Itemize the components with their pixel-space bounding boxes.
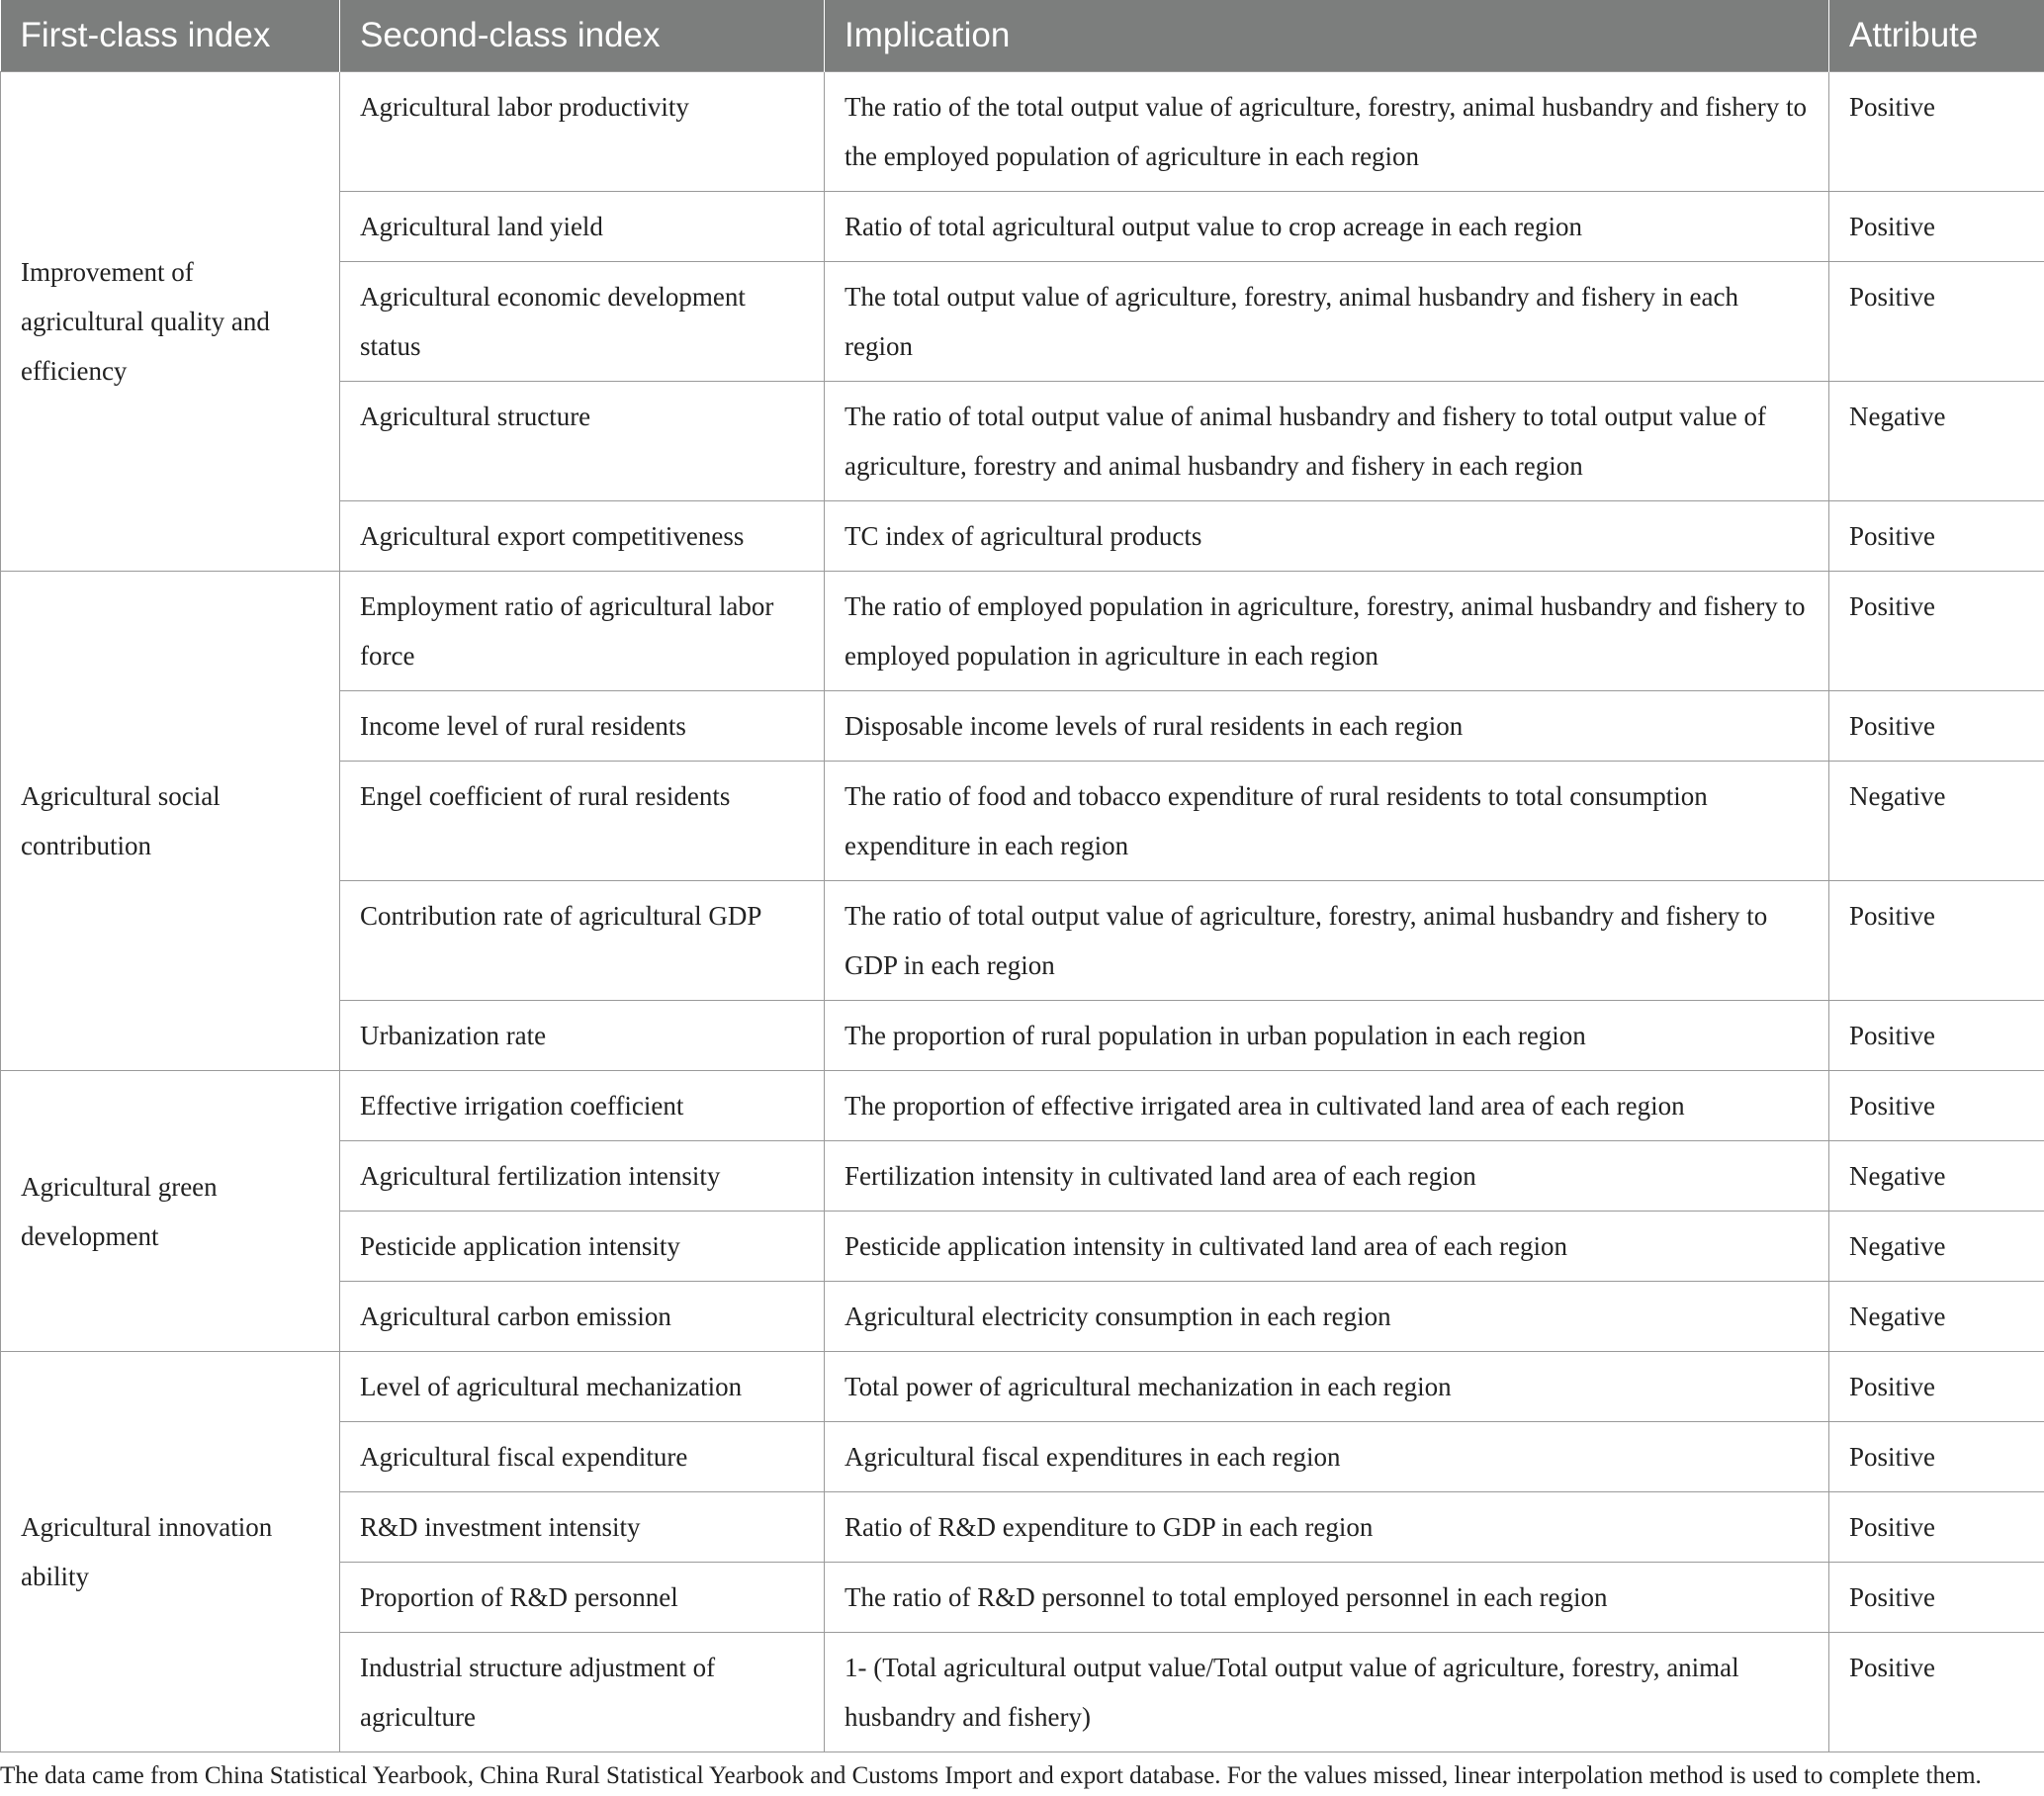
first-class-index-cell: Agricultural innovation ability [1, 1352, 340, 1752]
second-class-index-cell: Agricultural economic development status [340, 262, 825, 382]
second-class-index-cell: Urbanization rate [340, 1001, 825, 1071]
implication-cell: Total power of agricultural mechanization in each region [825, 1352, 1829, 1422]
second-class-index-cell: Agricultural fertilization intensity [340, 1141, 825, 1212]
attribute-cell: Positive [1829, 1001, 2044, 1071]
implication-cell: 1- (Total agricultural output value/Total output value of agriculture, forestry, animal husbandry and fishery) [825, 1633, 1829, 1752]
second-class-index-cell: Agricultural carbon emission [340, 1282, 825, 1352]
second-class-index-cell: Employment ratio of agricultural labor force [340, 572, 825, 691]
attribute-cell: Positive [1829, 501, 2044, 572]
implication-cell: Pesticide application intensity in cultivated land area of each region [825, 1212, 1829, 1282]
first-class-index-cell: Agricultural green development [1, 1071, 340, 1352]
implication-cell: Agricultural electricity consumption in each region [825, 1282, 1829, 1352]
attribute-cell: Positive [1829, 572, 2044, 691]
attribute-cell: Negative [1829, 1212, 2044, 1282]
second-class-index-cell: Agricultural fiscal expenditure [340, 1422, 825, 1492]
attribute-cell: Positive [1829, 1563, 2044, 1633]
attribute-cell: Negative [1829, 1282, 2044, 1352]
header-row [1, 0, 2044, 72]
implication-cell: The total output value of agriculture, forestry, animal husbandry and fishery in each region [825, 262, 1829, 382]
table-body [1, 72, 2044, 1752]
table-header [1, 0, 2044, 72]
implication-cell: The proportion of effective irrigated area in cultivated land area of each region [825, 1071, 1829, 1141]
attribute-cell: Positive [1829, 881, 2044, 1001]
second-class-index-cell: Engel coefficient of rural residents [340, 762, 825, 881]
attribute-cell: Positive [1829, 691, 2044, 762]
attribute-cell: Positive [1829, 1071, 2044, 1141]
second-class-index-cell: Pesticide application intensity [340, 1212, 825, 1282]
implication-cell: Agricultural fiscal expenditures in each region [825, 1422, 1829, 1492]
attribute-cell: Positive [1829, 1492, 2044, 1563]
table-footnote: The data came from China Statistical Yearbook, China Rural Statistical Yearbook and Customs Import and export database. For the values missed, linear interpolation method is used to complete them. [0, 1752, 2007, 1796]
first-class-index-cell: Agricultural social contribution [1, 572, 340, 1071]
header-second-class-index: Second-class index [340, 0, 825, 72]
first-class-index-cell: Improvement of agricultural quality and efficiency [1, 72, 340, 572]
second-class-index-cell: Agricultural structure [340, 382, 825, 501]
implication-cell: The ratio of the total output value of agriculture, forestry, animal husbandry and fishery to the employed population of agriculture in each region [825, 72, 1829, 192]
attribute-cell: Negative [1829, 382, 2044, 501]
second-class-index-cell: Level of agricultural mechanization [340, 1352, 825, 1422]
implication-cell: The ratio of total output value of animal husbandry and fishery to total output value of agriculture, forestry and animal husbandry and fishery in each region [825, 382, 1829, 501]
implication-cell: The ratio of total output value of agriculture, forestry, animal husbandry and fishery to GDP in each region [825, 881, 1829, 1001]
table-row [1, 572, 2044, 691]
attribute-cell: Positive [1829, 262, 2044, 382]
implication-cell: Ratio of total agricultural output value to crop acreage in each region [825, 192, 1829, 262]
implication-cell: The ratio of food and tobacco expenditure of rural residents to total consumption expenditure in each region [825, 762, 1829, 881]
second-class-index-cell: Income level of rural residents [340, 691, 825, 762]
second-class-index-cell: Contribution rate of agricultural GDP [340, 881, 825, 1001]
second-class-index-cell: Agricultural land yield [340, 192, 825, 262]
attribute-cell: Positive [1829, 1352, 2044, 1422]
attribute-cell: Negative [1829, 1141, 2044, 1212]
second-class-index-cell: Proportion of R&D personnel [340, 1563, 825, 1633]
implication-cell: Ratio of R&D expenditure to GDP in each region [825, 1492, 1829, 1563]
attribute-cell: Negative [1829, 762, 2044, 881]
second-class-index-cell: Effective irrigation coefficient [340, 1071, 825, 1141]
attribute-cell: Positive [1829, 72, 2044, 192]
attribute-cell: Positive [1829, 1422, 2044, 1492]
header-implication: Implication [825, 0, 1829, 72]
implication-cell: The ratio of R&D personnel to total employed personnel in each region [825, 1563, 1829, 1633]
header-attribute: Attribute [1829, 0, 2044, 72]
second-class-index-cell: Agricultural export competitiveness [340, 501, 825, 572]
implication-cell: The proportion of rural population in urban population in each region [825, 1001, 1829, 1071]
second-class-index-cell: Industrial structure adjustment of agriculture [340, 1633, 825, 1752]
second-class-index-cell: Agricultural labor productivity [340, 72, 825, 192]
table-row [1, 1352, 2044, 1422]
implication-cell: Disposable income levels of rural residents in each region [825, 691, 1829, 762]
implication-cell: The ratio of employed population in agriculture, forestry, animal husbandry and fishery to employed population in agriculture in each region [825, 572, 1829, 691]
attribute-cell: Positive [1829, 192, 2044, 262]
attribute-cell: Positive [1829, 1633, 2044, 1752]
header-first-class-index: First-class index [1, 0, 340, 72]
second-class-index-cell: R&D investment intensity [340, 1492, 825, 1563]
implication-cell: Fertilization intensity in cultivated land area of each region [825, 1141, 1829, 1212]
implication-cell: TC index of agricultural products [825, 501, 1829, 572]
table-row [1, 72, 2044, 192]
table-row [1, 1071, 2044, 1141]
